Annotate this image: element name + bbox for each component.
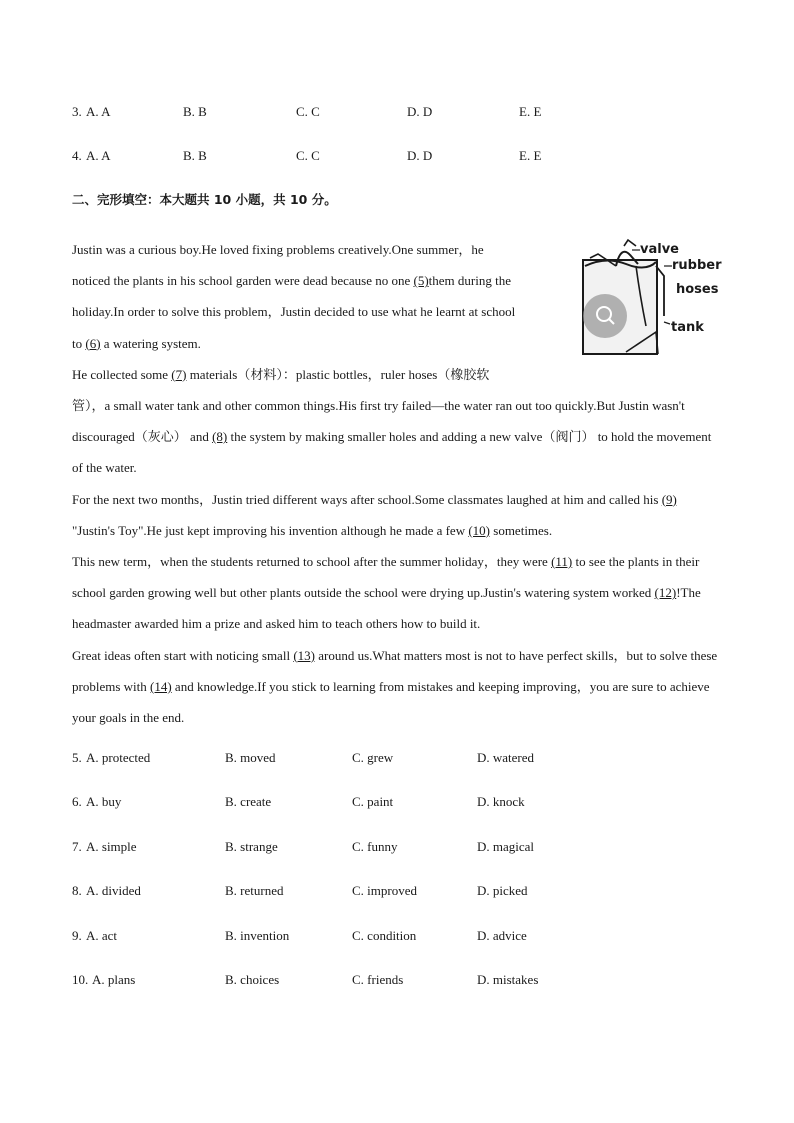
passage-text: "Justin's Toy".He just kept improving his invention although he made a few (72, 522, 469, 538)
option-a: A. act (86, 928, 118, 943)
passage-text: materials（材料）：plastic bottles，ruler hoses（橡胶软 (186, 366, 490, 382)
passage-paragraph-3 (72, 484, 722, 546)
option-c: C. condition (352, 928, 417, 943)
option-b: B. returned (225, 883, 284, 898)
option-b: B. strange (225, 839, 278, 854)
question-row (72, 970, 732, 990)
question-number: 4. (72, 148, 82, 163)
blank-14: (14) (150, 678, 172, 694)
option-b: B. B (183, 104, 207, 119)
option-d: D. magical (477, 839, 535, 854)
section-title: 二、完形填空：本大题共 10 小题，共 10 分。 (72, 192, 337, 207)
option-c: C. friends (352, 972, 404, 987)
passage-text: For the next two months，Justin tried different ways after school.Some classmates laughed at him and called his (72, 491, 662, 507)
question-number: 7. (72, 839, 82, 854)
blank-12: (12) (654, 585, 677, 601)
blank-6: (6) (85, 335, 101, 351)
option-a: A. simple (86, 839, 137, 854)
figure-label-rubber: rubber (672, 258, 722, 273)
question-row (72, 146, 732, 166)
option-b: B. B (183, 148, 207, 163)
option-d: D. watered (477, 750, 535, 765)
passage-text: Great ideas often start with noticing small (72, 647, 294, 663)
option-c: C. C (296, 104, 320, 119)
option-e: E. E (519, 104, 542, 119)
option-b: B. create (225, 794, 272, 809)
question-row (72, 792, 732, 812)
blank-11: (11) (551, 554, 573, 570)
passage-text: to (72, 335, 86, 351)
option-c: C. funny (352, 839, 398, 854)
option-b: B. moved (225, 750, 276, 765)
question-row (72, 926, 732, 946)
passage-text: the system by making smaller holes and adding a new valve（阀门） to hold the movement of the water. (72, 429, 712, 476)
passage-paragraph-2 (72, 359, 722, 484)
passage-text: a watering system. (100, 335, 201, 351)
option-c: C. improved (352, 883, 417, 898)
passage-text: This new term，when the students returned to school after the summer holiday，they were (72, 554, 552, 570)
option-e: E. E (519, 148, 542, 163)
option-d: D. knock (477, 794, 525, 809)
option-a: A. plans (92, 972, 136, 987)
blank-8: (8) (212, 429, 228, 445)
figure-label-valve: valve (640, 242, 679, 257)
option-a: A. divided (86, 883, 141, 898)
option-c: C. grew (352, 750, 394, 765)
option-a: A. protected (86, 750, 151, 765)
option-a: A. A (86, 104, 111, 119)
question-number: 9. (72, 928, 82, 943)
question-row (72, 748, 732, 768)
passage-text: sometimes. (490, 522, 553, 538)
passage-text: holiday.In order to solve this problem，Justin decided to use what he learnt at school (72, 304, 516, 320)
option-c: C. paint (352, 794, 394, 809)
question-row (72, 837, 732, 857)
option-b: B. choices (225, 972, 280, 987)
question-row (72, 102, 732, 122)
passage-text: He collected some (72, 366, 172, 382)
option-b: B. invention (225, 928, 290, 943)
option-a: A. A (86, 148, 111, 163)
blank-10: (10) (468, 522, 491, 538)
question-number: 5. (72, 750, 82, 765)
option-d: D. picked (477, 883, 528, 898)
passage-paragraph-5 (72, 640, 722, 734)
figure-label-tank: tank (671, 320, 704, 335)
passage-text: Justin was a curious boy.He loved fixing problems creatively.One summer，he (72, 242, 484, 257)
passage-text: !The headmaster awarded him a prize and asked him to teach others how to build it. (72, 585, 701, 632)
option-a: A. buy (86, 794, 122, 809)
option-d: D. D (407, 104, 433, 119)
passage-text: and knowledge.If you stick to learning from mistakes and keeping improving，you are sure to achieve your goals in the end. (72, 678, 710, 726)
passage-text: 管），a small water tank and other common things.His first try failed—the water ran out too quickly.But Justin wasn't discouraged（灰心） and (72, 398, 685, 445)
passage-text: to see the plants in their school garden growing well but other plants outside the school were drying up.Justin's watering system worked (72, 554, 700, 601)
blank-5: (5) (413, 273, 429, 289)
passage-paragraph-1 (72, 234, 552, 359)
blank-7: (7) (171, 366, 187, 382)
option-d: D. mistakes (477, 972, 539, 987)
question-row (72, 881, 732, 901)
option-d: D. D (407, 148, 433, 163)
passage-text: them during the (428, 273, 511, 289)
blank-9: (9) (661, 491, 677, 507)
question-number: 6. (72, 794, 82, 809)
passage-text: around us.What matters most is not to have perfect skills，but to solve these problems with (72, 647, 718, 694)
cloze-passage (72, 234, 722, 733)
passage-text: noticed the plants in his school garden were dead because no one (72, 273, 414, 289)
option-d: D. advice (477, 928, 527, 943)
question-number: 3. (72, 104, 82, 119)
question-number: 10. (72, 972, 89, 987)
blank-13: (13) (293, 647, 315, 663)
passage-paragraph-4 (72, 546, 722, 640)
question-number: 8. (72, 883, 82, 898)
option-c: C. C (296, 148, 320, 163)
figure-label-hoses: hoses (676, 282, 719, 297)
